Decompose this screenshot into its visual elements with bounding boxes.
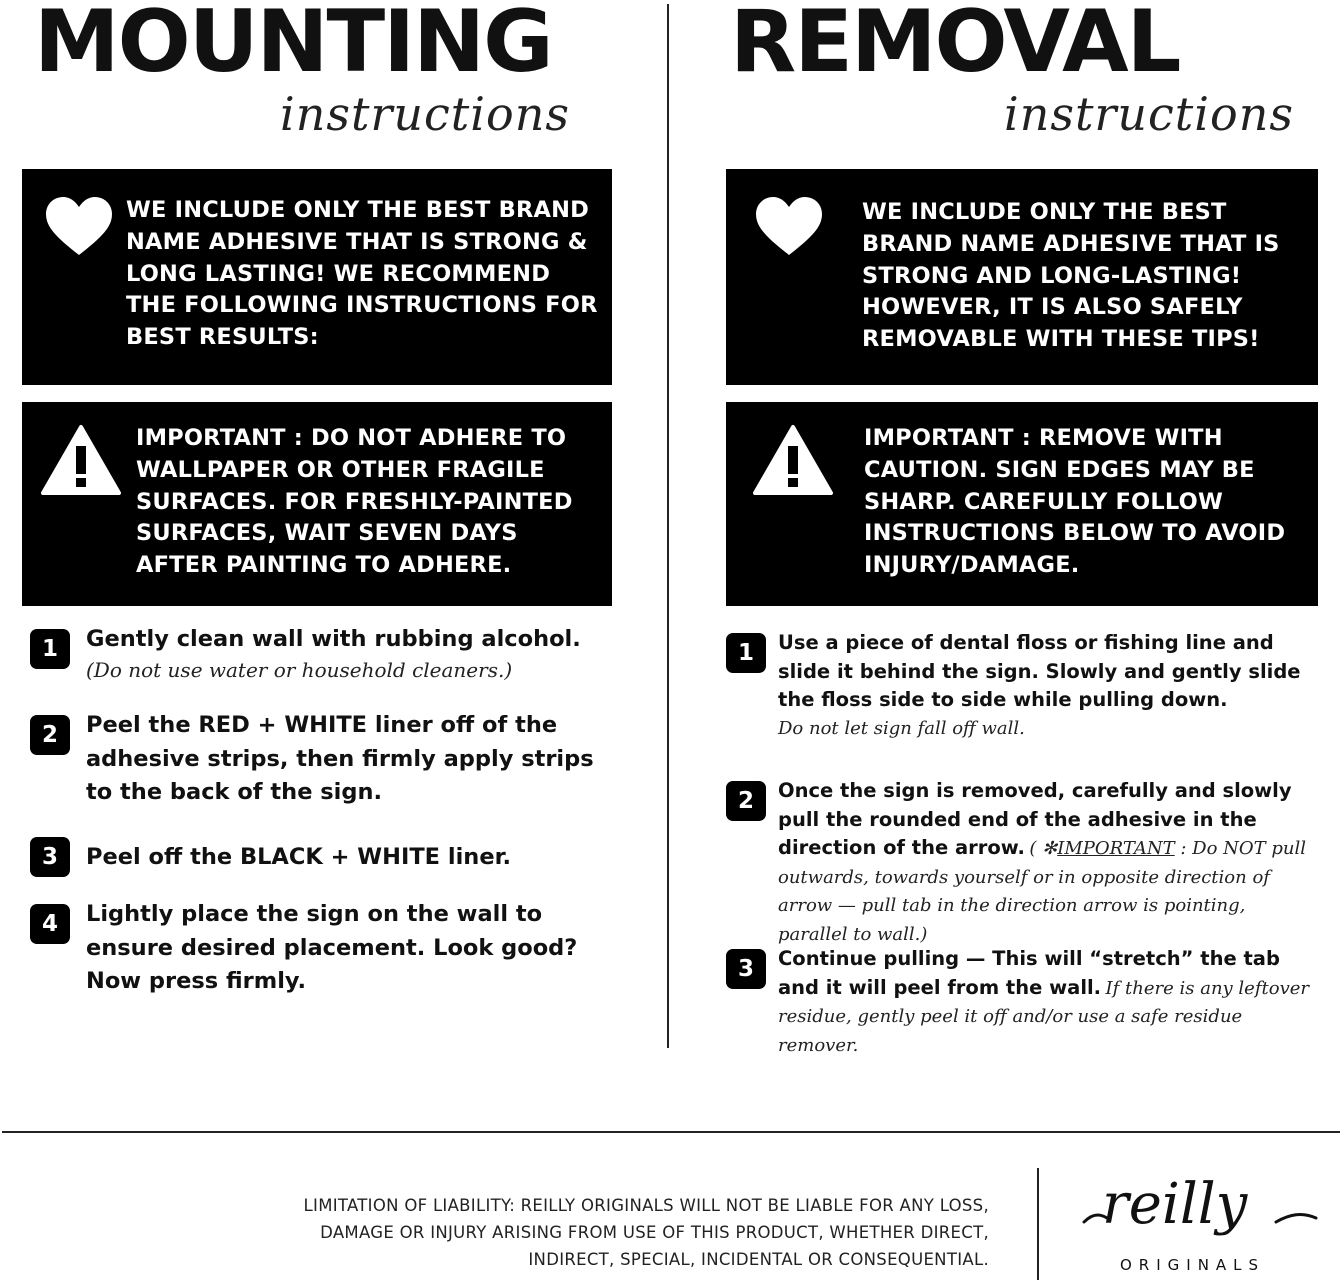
step-number: 1 <box>30 629 70 669</box>
column-divider <box>667 4 669 1048</box>
step-note: : Do NOT pull outwards, towards yourself or in opposite direction of arrow — pull tab in the direction arrow is pointing, parallel to wall.) <box>778 838 1307 945</box>
step-note: (Do not use water or household cleaners.) <box>86 657 513 682</box>
step-note-emphasis: IMPORTANT <box>1057 838 1175 860</box>
logo-divider <box>1037 1168 1039 1280</box>
mounting-info-text: WE INCLUDE ONLY THE BEST BRAND NAME ADHESIVE THAT IS STRONG & LONG LASTING! WE RECOMMEND THE FOLLOWING INSTRUCTIONS FOR BEST RESULTS: <box>126 197 598 351</box>
removal-info-text: WE INCLUDE ONLY THE BEST BRAND NAME ADHESIVE THAT IS STRONG AND LONG-LASTING! HOWEVER, IT IS ALSO SAFELY REMOVABLE WITH THESE TIPS! <box>862 199 1280 353</box>
mounting-info-box <box>22 169 612 385</box>
step-text: Peel off the BLACK + WHITE liner. <box>86 844 512 870</box>
removal-title: REMOVAL <box>730 0 1180 92</box>
step-number: 4 <box>30 904 70 944</box>
warning-triangle-icon <box>40 424 122 496</box>
heart-icon <box>754 195 824 257</box>
step-text: Gently clean wall with rubbing alcohol. <box>86 626 581 652</box>
liability-disclaimer: LIMITATION OF LIABILITY: REILLY ORIGINALS WILL NOT BE LIABLE FOR ANY LOSS, DAMAGE OR INJURY ARISING FROM USE OF THIS PRODUCT, WHETHER DIRECT, INDIRECT, SPECIAL, INCIDENTAL OR CONSEQUENTIAL. <box>303 1196 989 1269</box>
footer-divider <box>2 1131 1340 1133</box>
mounting-title: MOUNTING <box>34 0 552 92</box>
step-number: 3 <box>726 949 766 989</box>
removal-info-box <box>726 169 1318 385</box>
mounting-warning-text: IMPORTANT : DO NOT ADHERE TO WALLPAPER OR OTHER FRAGILE SURFACES. FOR FRESHLY-PAINTED SURFACES, WAIT SEVEN DAYS AFTER PAINTING TO ADHERE. <box>136 425 573 579</box>
mounting-subtitle: instructions <box>280 87 570 141</box>
removal-warning-box <box>726 402 1318 606</box>
step-text: Peel the RED + WHITE liner off of the adhesive strips, then firmly apply strips to the back of the sign. <box>86 712 594 805</box>
step-text: Once the sign is removed, carefully and slowly pull the rounded end of the adhesive in the direction of the arrow. <box>778 779 1292 860</box>
removal-warning-text: IMPORTANT : REMOVE WITH CAUTION. SIGN EDGES MAY BE SHARP. CAREFULLY FOLLOW INSTRUCTIONS BELOW TO AVOID INJURY/DAMAGE. <box>864 425 1286 579</box>
heart-icon <box>44 195 114 257</box>
mounting-warning-box <box>22 402 612 606</box>
step-note-prefix: ( ✻ <box>1029 838 1058 860</box>
warning-triangle-icon <box>752 424 834 496</box>
step-note: If there is any leftover residue, gently peel it off and/or use a safe residue remover. <box>778 977 1309 1056</box>
logo-word: reilly <box>1102 1172 1248 1237</box>
logo-subtext: ORIGINALS <box>1120 1256 1266 1274</box>
step-text: Continue pulling — This will “stretch” the tab and it will peel from the wall. <box>778 947 1280 999</box>
removal-subtitle: instructions <box>1004 87 1294 141</box>
step-note: Do not let sign fall off wall. <box>778 717 1025 739</box>
step-number: 2 <box>726 781 766 821</box>
reilly-originals-logo <box>1080 1170 1320 1278</box>
step-number: 3 <box>30 837 70 877</box>
step-text: Lightly place the sign on the wall to ensure desired placement. Look good? Now press firmly. <box>86 901 578 994</box>
step-text: Use a piece of dental floss or fishing line and slide it behind the sign. Slowly and gently slide the floss side to side while pulling down. <box>778 631 1301 712</box>
step-number: 2 <box>30 715 70 755</box>
step-number: 1 <box>726 633 766 673</box>
